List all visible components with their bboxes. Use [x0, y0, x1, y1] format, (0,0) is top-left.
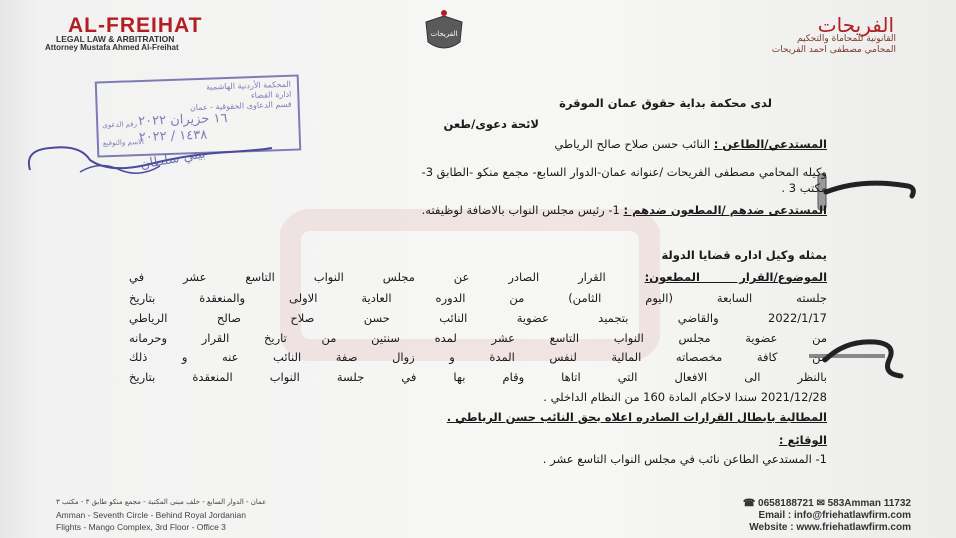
- firm-logo: [420, 8, 468, 56]
- respondent-line: [422, 203, 827, 217]
- brand-name-ar: الفريحات: [817, 13, 894, 37]
- subject-line-3: 2022/1/17 والقاضي بتجميد عضوية النائب حسن صلاح صالح الرياطي: [129, 311, 827, 325]
- subject-label: الموضوع/القرار المطعون:: [644, 270, 828, 284]
- footer-phone: ☎ 0658188721 ✉ 583Amman 11732: [742, 498, 911, 509]
- stamp-line-2: ادارة القضاء: [250, 89, 292, 101]
- subject-line-4: من عضوية مجلس النواب التاسع عشر لمده سنتين من تاريخ القرار وحرمانه: [129, 331, 827, 345]
- subject-line-6: بالنظر الى الافعال التي اتاها وقام بها في جلسة النواب المنعقدة بتاريخ: [129, 370, 827, 384]
- footer-email: Email : info@friehatlawfirm.com: [758, 510, 911, 521]
- brand-tagline-ar: القانونية للمحاماة والتحكيم: [796, 34, 896, 44]
- brand-name-en: AL-FREIHAT: [68, 14, 203, 37]
- plaintiff-line: [554, 137, 827, 151]
- represented-by: يمثله وكيل اداره قضايا الدولة: [661, 248, 827, 262]
- signature-text: بيني سلطان: [139, 146, 207, 173]
- subject-line-1: [129, 270, 827, 284]
- respondent-text: 1- رئيس مجلس النواب بالاضافة لوظيفته.: [421, 203, 620, 217]
- stamp-line-1: المحكمة الأردنية الهاشمية: [206, 79, 292, 92]
- agent-line-2: مكتب 3 .: [781, 181, 827, 195]
- subject-line-5: من كافة مخصصاته المالية لنفس المدة و زوال صفة النائب عنه و ذلك: [129, 350, 827, 364]
- attorney-name-ar: المحامي مصطفى احمد الفريحات: [771, 45, 896, 55]
- facts-heading: الوقائع :: [778, 433, 827, 447]
- footer-address-en-1: Amman - Seventh Circle - Behind Royal Jordanian: [56, 510, 246, 520]
- stamp-handwritten-number: ١٤٣٨ / ٢٠٢٢: [138, 127, 208, 146]
- respondent-label: المستدعى ضدهم /المطعون ضدهم :: [623, 203, 827, 217]
- document-type: لائحة دعوى/طعن: [443, 117, 539, 131]
- attorney-name-en: Attorney Mustafa Ahmed Al-Freihat: [45, 43, 179, 52]
- stamp-label-signature: الاسم والتوقيع: [102, 137, 145, 148]
- plaintiff-name: النائب حسن صلاح صالح الرياطي: [554, 137, 711, 151]
- footer-address-ar: عمان - الدوار السابع - خلف مبنى المكتبة - مجمع منكو طابق ٣ - مكتب ٣: [56, 498, 267, 506]
- plaintiff-label: المستدعي/الطاعن :: [713, 137, 827, 151]
- stamp-label-case: رقم الدعوى: [102, 120, 138, 130]
- logo-text: الفريحات: [430, 30, 458, 38]
- fact-1: 1- المستدعي الطاعن نائب في مجلس النواب التاسع عشر .: [542, 452, 827, 466]
- subject-text-1: القرار الصادر عن مجلس النواب التاسع عشر في: [129, 270, 606, 284]
- court-name: لدى محكمة بداية حقوق عمان الموقرة: [559, 96, 772, 110]
- footer-address-en-2: Flights - Mango Complex, 3rd Floor - Office 3: [56, 522, 226, 532]
- footer-website: Website : www.friehatlawfirm.com: [749, 522, 911, 533]
- demand-line: المطالبة بابطال القرارات الصادره اعلاه بحق النائب حسن الرياطي .: [446, 410, 827, 424]
- binder-clip-top: [812, 172, 922, 212]
- subject-line-7: 2021/12/28 سندا لاحكام المادة 160 من النظام الداخلي .: [543, 390, 827, 404]
- stamp-handwritten-date: ١٦ حزيران ٢٠٢٢: [137, 110, 228, 130]
- brand-tagline-en: LEGAL LAW & ARBITRATION: [56, 34, 175, 44]
- stamp-line-3: قسم الدعاوى الحقوقية - عمان: [189, 99, 292, 113]
- subject-line-2: جلسته السابعة (اليوم الثامن) من الدوره العادية الاولى والمنعقدة بتاريخ: [129, 291, 827, 305]
- agent-line: وكيله المحامي مصطفى الفريحات /عنوانه عمان-الدوار السابع- مجمع منكو -الطابق 3-: [421, 165, 827, 179]
